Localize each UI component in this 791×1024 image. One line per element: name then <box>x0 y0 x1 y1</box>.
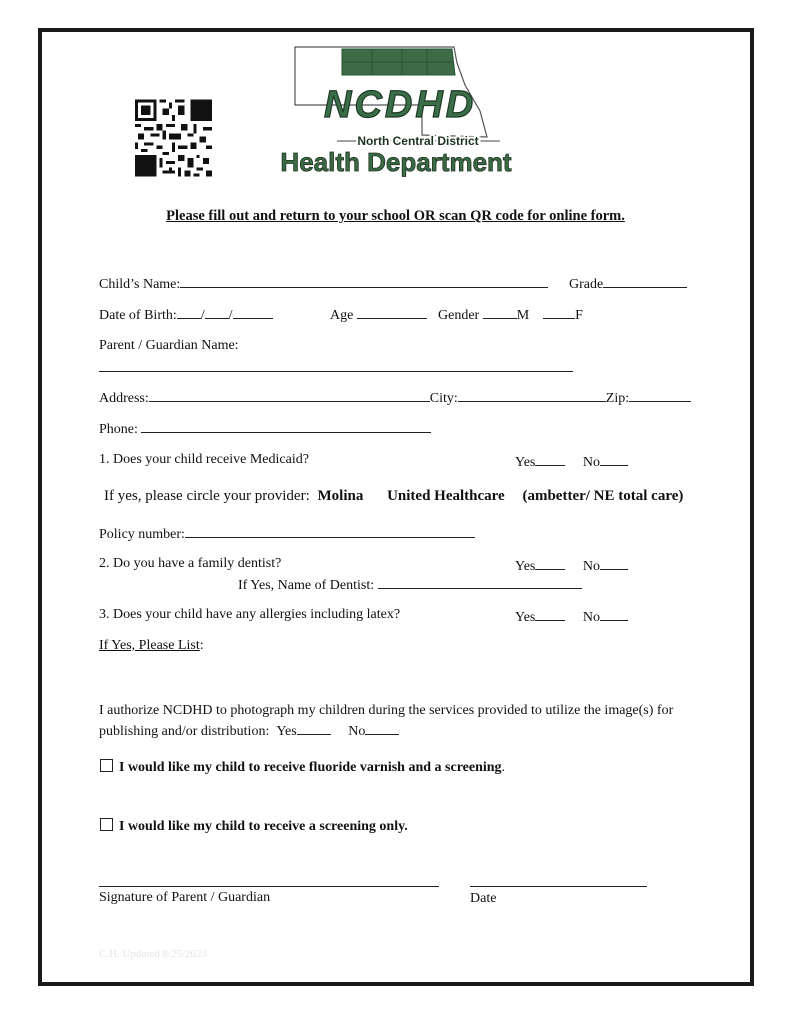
parent-name-label: Parent / Guardian Name: <box>99 338 239 353</box>
authorization-text-line2: publishing and/or distribution: <box>99 724 270 739</box>
fluoride-option[interactable]: I would like my child to receive fluoride varnish and a screening. <box>100 759 505 776</box>
gender-row <box>438 305 583 324</box>
dob-label: Date of Birth: <box>99 308 177 323</box>
provider-united-healthcare[interactable]: United Healthcare <box>387 488 505 504</box>
policy-field[interactable] <box>185 524 475 538</box>
authorization-no-label: No <box>348 724 366 739</box>
allergies-answer-row <box>515 607 628 626</box>
phone-label: Phone: <box>99 422 138 437</box>
authorization-yes-label: Yes <box>276 724 297 739</box>
grade-row <box>569 274 687 293</box>
dentist-yes-field[interactable] <box>535 556 565 570</box>
provider-ambetter[interactable]: (ambetter/ NE total care) <box>522 488 684 504</box>
provider-prompt: If yes, please circle your provider: <box>104 488 310 504</box>
grade-label: Grade <box>569 277 604 292</box>
question-dentist: 2. Do you have a family dentist? <box>99 556 282 571</box>
fluoride-checkbox[interactable] <box>100 759 113 772</box>
ncdhd-logo <box>262 45 537 180</box>
phone-row <box>99 419 431 438</box>
authorization-no-field[interactable] <box>365 721 399 735</box>
dentist-no-label: No <box>582 559 600 574</box>
gender-f-label: F <box>575 308 583 323</box>
city-field[interactable] <box>458 388 606 402</box>
gender-m-label: M <box>516 308 530 323</box>
grade-field[interactable] <box>603 274 687 288</box>
parent-name-field[interactable] <box>99 371 573 372</box>
child-name-row <box>99 274 548 293</box>
dentist-answer-row <box>515 556 628 575</box>
medicaid-yes-label: Yes <box>515 455 536 470</box>
zip-label: Zip: <box>605 391 630 406</box>
policy-row <box>99 524 475 543</box>
fluoride-label: I would like my child to receive fluoride varnish and a screening <box>119 760 502 775</box>
policy-label: Policy number: <box>99 527 185 542</box>
question-allergies: 3. Does your child have any allergies including latex? <box>99 607 401 622</box>
city-label: City: <box>429 391 458 406</box>
dob-month-field[interactable] <box>177 305 201 319</box>
logo-district-text: North Central District <box>357 134 479 148</box>
allergies-no-label: No <box>582 610 600 625</box>
dob-row: Date of Birth: / / <box>99 305 273 324</box>
screening-option[interactable] <box>100 818 408 835</box>
date-field[interactable] <box>470 886 647 887</box>
gender-label: Gender <box>438 308 480 323</box>
dentist-name-field[interactable] <box>378 575 582 589</box>
authorization-row <box>99 721 399 740</box>
dob-day-field[interactable] <box>205 305 229 319</box>
logo-department-text: Health Department <box>280 147 512 177</box>
dentist-no-field[interactable] <box>600 556 628 570</box>
medicaid-yes-field[interactable] <box>535 452 565 466</box>
age-field[interactable] <box>357 305 427 319</box>
provider-molina[interactable]: Molina <box>317 488 364 504</box>
question-medicaid: 1. Does your child receive Medicaid? <box>99 452 309 467</box>
phone-field[interactable] <box>141 419 431 433</box>
dob-year-field[interactable] <box>233 305 273 319</box>
address-field[interactable] <box>149 388 430 402</box>
qr-code[interactable] <box>135 98 212 178</box>
age-row <box>330 305 427 324</box>
gender-m-field[interactable] <box>483 305 517 319</box>
screening-checkbox[interactable] <box>100 818 113 831</box>
allergies-yes-label: Yes <box>515 610 536 625</box>
signature-field[interactable] <box>99 886 439 887</box>
instructions-heading: Please fill out and return to your school OR scan QR code for online form. <box>166 208 625 224</box>
address-row <box>99 388 691 407</box>
age-label: Age <box>330 308 354 323</box>
medicaid-no-field[interactable] <box>600 452 628 466</box>
screening-label: I would like my child to receive a screening only. <box>119 819 408 834</box>
child-name-label: Child’s Name: <box>99 277 181 292</box>
signature-label: Signature of Parent / Guardian <box>99 890 271 905</box>
child-name-field[interactable] <box>180 274 548 288</box>
allergies-yes-field[interactable] <box>535 607 565 621</box>
authorization-text-line1: I authorize NCDHD to photograph my children during the services provided to utilize the image(s) for <box>99 703 674 718</box>
address-label: Address: <box>99 391 149 406</box>
allergies-no-field[interactable] <box>600 607 628 621</box>
authorization-yes-field[interactable] <box>297 721 331 735</box>
dentist-name-label: If Yes, Name of Dentist: <box>238 578 375 593</box>
dentist-yes-label: Yes <box>515 559 536 574</box>
date-label: Date <box>470 891 497 906</box>
allergy-list-label: If Yes, Please List <box>99 638 200 653</box>
medicaid-answer-row <box>515 452 628 471</box>
dentist-name-row <box>238 575 582 594</box>
allergy-list-row: If Yes, Please List: <box>99 638 204 653</box>
medicaid-no-label: No <box>582 455 600 470</box>
revision-note: C.H. Updated 8/25/2023 <box>99 948 208 960</box>
provider-row <box>104 488 683 505</box>
logo-abbreviation: NCDHD <box>324 84 477 126</box>
zip-field[interactable] <box>629 388 691 402</box>
gender-f-field[interactable] <box>543 305 575 319</box>
